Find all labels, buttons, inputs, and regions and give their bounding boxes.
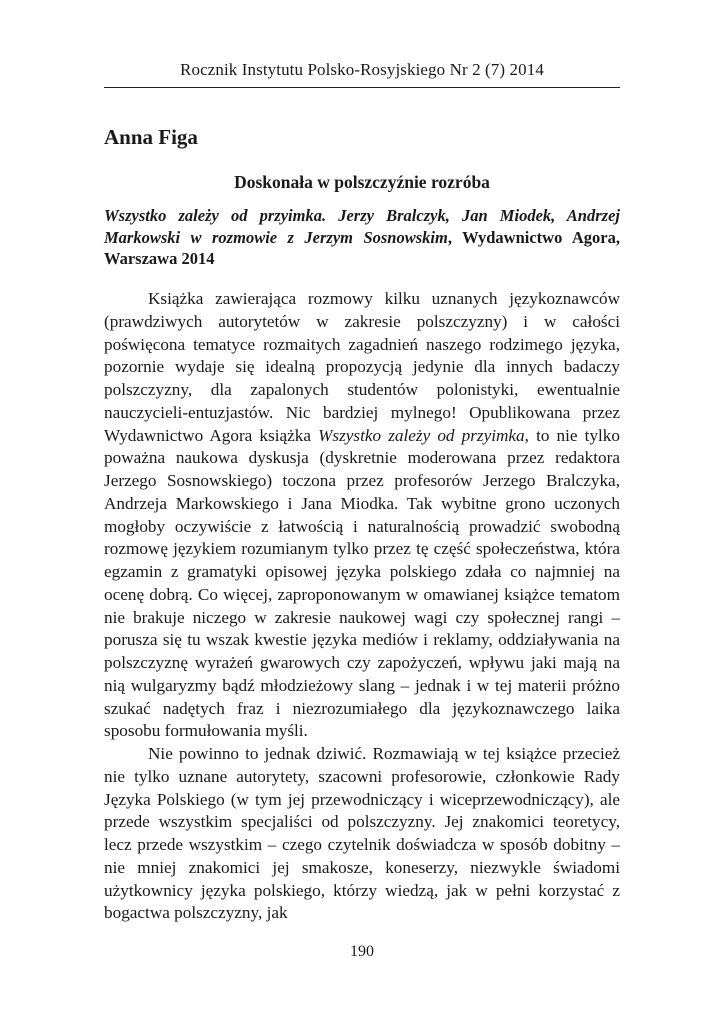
bibliographic-entry — [104, 205, 620, 270]
reviewed-book-title: Wszystko zależy od przyimka. Jerzy Bralczyk, Jan Miodek, Andrzej Markowski w rozmowie z Jerzym Sosnowskim — [104, 206, 620, 247]
book-title-reference: Wszystko zależy od przyimka — [318, 425, 525, 445]
paragraph-2: Nie powinno to jednak dziwić. Rozmawiają w tej książce przecież nie tylko uznane autorytety, szacowni profesorowie, członkowie Rady Języka Polskiego (w tym jej przewodniczący i wiceprzewodniczący), ale przede wszystkim specjaliści od polszczyzny. Jej znakomici teoretycy, lecz przede wszystkim – czego czytelnik doświadcza w sposób dobitny – nie mniej znakomici jej smakosze, koneserzy, niezwykle świadomi użytkownicy języka polskiego, którzy wiedzą, jak w pełni korzystać z bogactwa polszczyzny, jak — [104, 744, 620, 923]
article-body — [104, 288, 620, 925]
paragraph-1-part-1: Książka zawierająca rozmowy kilku uznanych językoznawców (prawdziwych autorytetów w zakresie polszczyzny) i w całości poświęcona tematyce rozmaitych zagadnień naszego rodzimego języka, pozornie wydaje się idealną propozycją jedynie dla innych badaczy polszczyzny, dla zapalonych studentów polonistyki, ewentualnie nauczycieli-entuzjastów. Nic bardziej mylnego! Opublikowana przez Wydawnictwo Agora książka — [104, 289, 620, 445]
publisher-info: , Wydawnictwo Agora, Warszawa 2014 — [104, 227, 620, 268]
journal-header: Rocznik Instytutu Polsko-Rosyjskiego Nr 2 (7) 2014 — [180, 60, 544, 79]
page-number: 190 — [350, 943, 374, 960]
paragraph-1 — [104, 288, 620, 743]
article-title: Doskonała w polszczyźnie rozróba — [234, 172, 490, 192]
author-name: Anna Figa — [104, 125, 198, 149]
header-divider — [104, 87, 620, 88]
paragraph-1-part-2: , to nie tylko poważna naukowa dyskusja (dyskretnie moderowana przez redaktora Jerzego Sosnowskiego) toczona przez profesorów Jerzego Bralczyka, Andrzeja Markowskiego i Jana Miodka. Tak wybitne grono uczonych mogłoby oczywiście z łatwością i naturalnością prowadzić swobodną rozmowę językiem rozumianym tylko przez tę część społeczeństwa, która egzamin z gramatyki opisowej języka polskiego zdała co najmniej na ocenę dobrą. Co więcej, zaproponowanym w omawianej książce tematom nie brakuje niczego w zakresie naukowej wagi czy społecznej rangi – porusza się tu wszak kwestie języka mediów i reklamy, oddziaływania na polszczyznę wyrażeń gwarowych czy zapożyczeń, wpływu jaki mają na nią wulgaryzmy bądź młodzieżowy slang – jednak i w tej materii próżno szukać nadętych fraz i niezrozumiałego dla językoznawczego laika sposobu formułowania myśli. — [104, 425, 620, 741]
